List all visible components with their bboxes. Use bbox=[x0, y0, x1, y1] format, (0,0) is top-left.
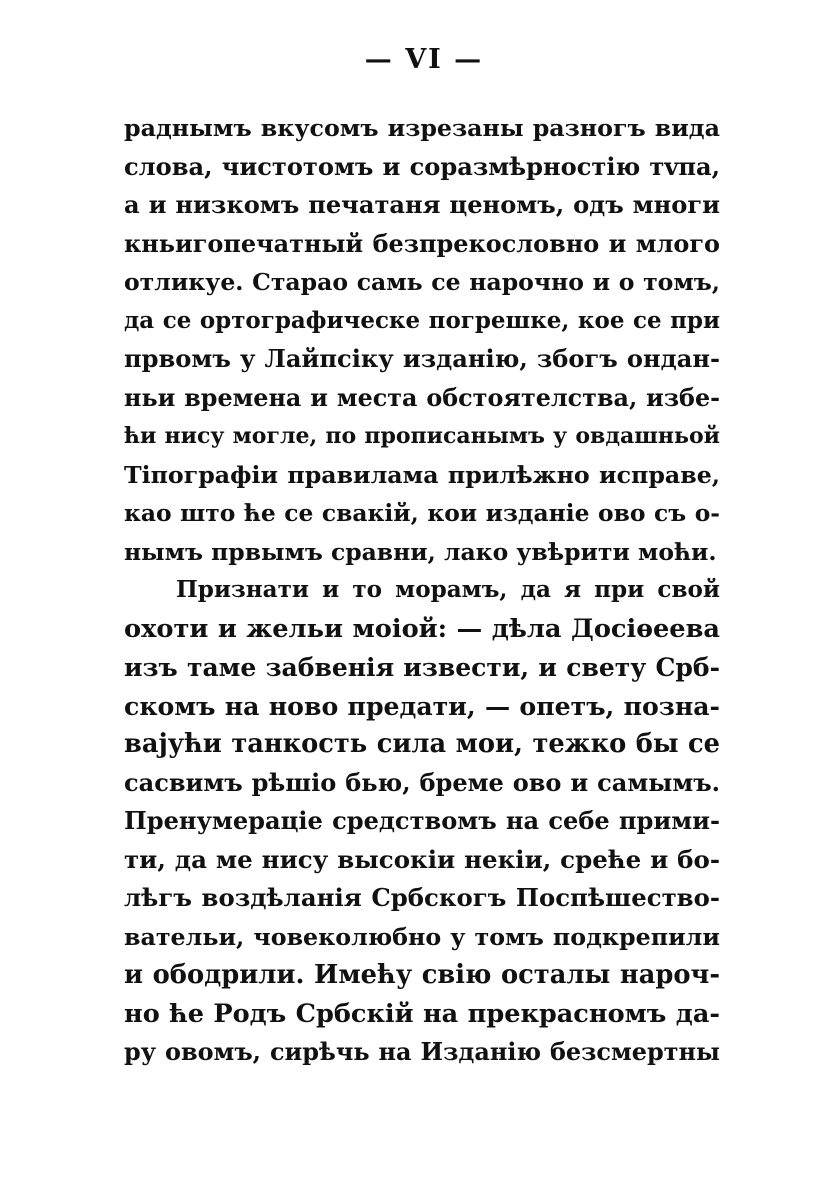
text-line: и ободрили. Имећу свiю осталы нароч- bbox=[124, 960, 720, 990]
text-line: ћи нису могле, по прописанымъ у овдашньой bbox=[124, 423, 720, 449]
text-line: лѣгъ воздѣланiя Србскогъ Поспѣшество- bbox=[124, 883, 720, 912]
text-line: отликуе. Старао самь се нарочно и о томъ, bbox=[124, 268, 720, 296]
paragraph-start-line: Признати и то морамъ, да я при свой bbox=[176, 576, 720, 603]
text-line: изъ таме забвенiя извести, и свету Срб- bbox=[124, 652, 720, 682]
text-line: да се ортографическе погрешке, кое се при bbox=[124, 306, 720, 334]
text-line: вајући танкость сила мои, тежко бы се bbox=[124, 729, 720, 759]
text-line: ньи времена и места обстоятелства, избе- bbox=[124, 383, 720, 412]
text-line: нымъ првымъ сравни, лако увѣрити моћи. bbox=[124, 537, 717, 566]
text-line: сасвимъ рѣшiо бью, бреме ово и самымъ. bbox=[124, 767, 720, 797]
text-line: а и низкомъ печатаня ценомъ, одъ многи bbox=[124, 190, 720, 219]
text-line: охоти и жельи моiой: — дѣла Досiѳеева bbox=[124, 613, 720, 644]
text-line: првомъ у Лайпсiку изданiю, збогъ ондан- bbox=[124, 344, 720, 373]
text-line: но ће Родъ Србскiй на прекрасномъ да- bbox=[124, 998, 720, 1029]
text-line: вательи, човеколюбно у томъ подкрепили bbox=[124, 922, 720, 951]
text-line: Пренумерацiе средствомъ на себе прими- bbox=[124, 806, 720, 835]
page-number: — VI — bbox=[364, 44, 484, 75]
body-text bbox=[124, 109, 720, 1072]
text-line: ти, да ме нису высокiи некiи, среће и бо- bbox=[124, 844, 720, 874]
text-line: Тiпографiи правилама прилѣжно исправе, bbox=[124, 460, 720, 489]
text-line: слова, чистотомъ и соразмѣрностiю тvпа, bbox=[124, 151, 720, 181]
text-line: раднымъ вкусомъ изрезаны разногъ вида bbox=[124, 114, 720, 142]
text-line: ру овомъ, сирѣчь на Изданiю безсмертны bbox=[124, 1038, 720, 1066]
text-line: као што ће се свакiй, кои изданiе ово съ о- bbox=[124, 499, 720, 527]
text-line: скомъ на ново предати, — опетъ, позна- bbox=[124, 690, 720, 721]
text-line: кньигопечатный безпрекословно и млого bbox=[124, 229, 720, 258]
